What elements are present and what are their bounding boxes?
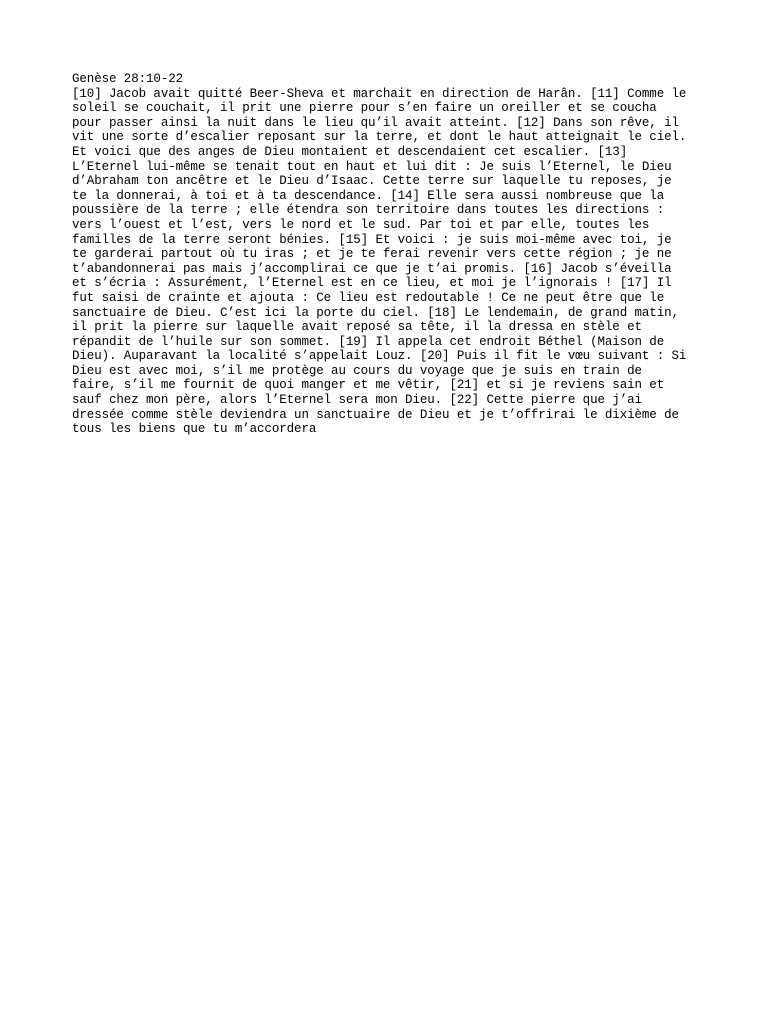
text-line: te la donnerai, à toi et à ta descendance. [14] Elle sera aussi nombreuse que la <box>72 188 665 203</box>
text-line: Dieu). Auparavant la localité s’appelait Louz. [20] Puis il fit le vœu suivant : Si <box>72 349 687 364</box>
text-line: d’Abraham ton ancêtre et le Dieu d’Isaac. Cette terre sur laquelle tu reposes, je <box>72 174 672 189</box>
text-line: répandit de l’huile sur son sommet. [19] Il appela cet endroit Béthel (Maison de <box>72 334 665 349</box>
text-line: Dieu est avec moi, s’il me protège au cours du voyage que je suis en train de <box>72 363 642 378</box>
text-line: Et voici que des anges de Dieu montaient et descendaient cet escalier. [13] <box>72 144 628 159</box>
text-line: familles de la terre seront bénies. [15] Et voici : je suis moi-même avec toi, je <box>72 232 672 247</box>
text-line: et s’écria : Assurément, l’Eternel est en ce lieu, et moi je l’ignorais ! [17] Il <box>72 276 672 291</box>
text-line: sanctuaire de Dieu. C’est ici la porte du ciel. [18] Le lendemain, de grand matin, <box>72 305 679 320</box>
text-line: il prit la pierre sur laquelle avait reposé sa tête, il la dressa en stèle et <box>72 320 642 335</box>
text-line: faire, s’il me fournit de quoi manger et me vêtir, [21] et si je reviens sain et <box>72 378 665 393</box>
text-line: poussière de la terre ; elle étendra son territoire dans toutes les directions : <box>72 203 665 218</box>
text-line: [10] Jacob avait quitté Beer-Sheva et marchait en direction de Harân. [11] Comme le <box>72 86 687 101</box>
text-line: vit une sorte d’escalier reposant sur la terre, et dont le haut atteignait le ciel. <box>72 130 687 145</box>
text-line: dressée comme stèle deviendra un sanctuaire de Dieu et je t’offrirai le dixième de <box>72 407 679 422</box>
text-line: L’Eternel lui-même se tenait tout en haut et lui dit : Je suis l’Eternel, le Dieu <box>72 159 672 174</box>
text-line: sauf chez mon père, alors l’Eternel sera mon Dieu. [22] Cette pierre que j’ai <box>72 393 642 408</box>
text-line: te garderai partout où tu iras ; et je te ferai revenir vers cette région ; je ne <box>72 247 672 262</box>
document-page <box>72 72 702 437</box>
text-line: pour passer ainsi la nuit dans le lieu qu’il avait atteint. [12] Dans son rêve, il <box>72 115 679 130</box>
text-line: t’abandonnerai pas mais j’accomplirai ce que je t’ai promis. [16] Jacob s’éveilla <box>72 261 672 276</box>
text-line: vers l’ouest et l’est, vers le nord et le sud. Par toi et par elle, toutes les <box>72 217 650 232</box>
text-line: tous les biens que tu m’accordera <box>72 422 317 437</box>
text-line: soleil se couchait, il prit une pierre pour s’en faire un oreiller et se coucha <box>72 101 657 116</box>
text-line: fut saisi de crainte et ajouta : Ce lieu est redoutable ! Ce ne peut être que le <box>72 290 665 305</box>
document-reference: Genèse 28:10-22 <box>72 72 184 86</box>
